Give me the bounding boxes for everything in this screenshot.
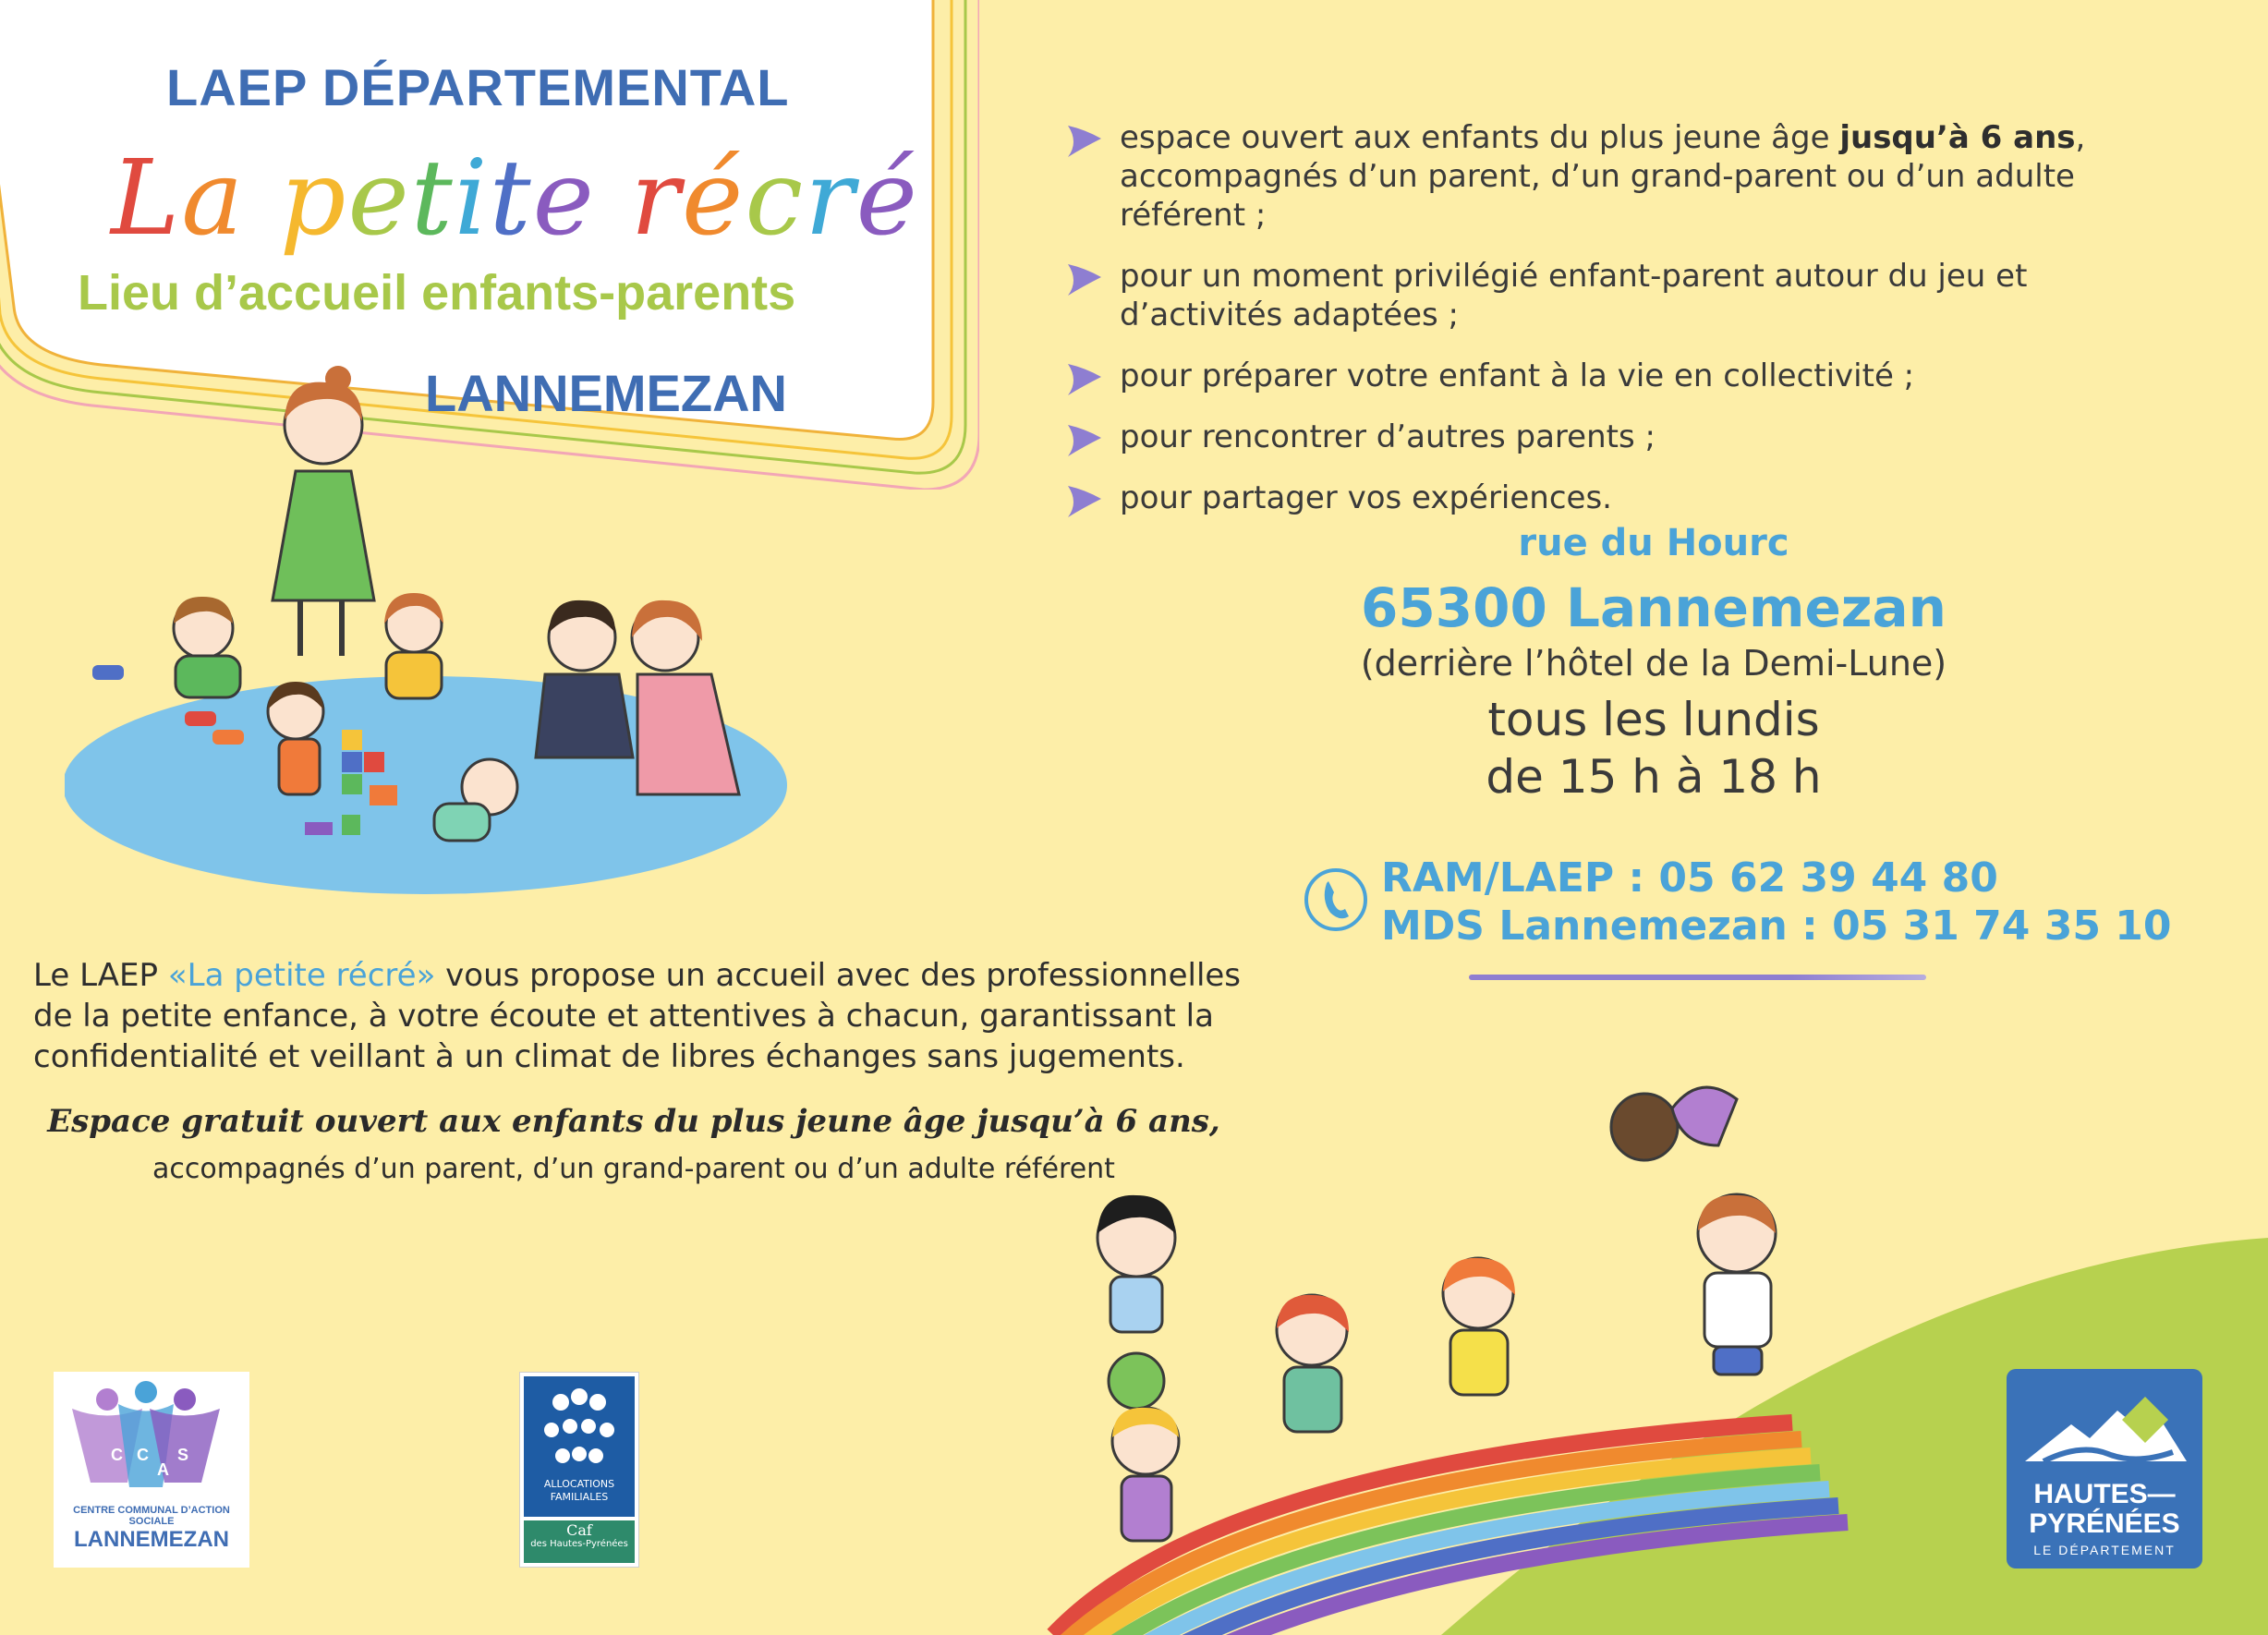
header-subtitle: Lieu d’accueil enfants-parents: [78, 265, 796, 321]
feature-item: [1062, 357, 2199, 395]
ccas-letter: A: [157, 1460, 169, 1479]
phone-icon: [1303, 866, 1369, 933]
title-letter: é: [682, 139, 746, 259]
feature-text: pour partager vos expériences.: [1120, 479, 1612, 516]
title-letter: a: [181, 139, 246, 259]
ccas-letter: S: [177, 1446, 189, 1464]
header-line1: LAEP DÉPARTEMENTAL: [166, 58, 790, 116]
feature-text: pour un moment privilégié enfant-parent autour du jeu et d’activités adaptées ;: [1120, 258, 2028, 333]
title-letter: [596, 139, 631, 259]
hp-name: [2007, 1480, 2202, 1539]
schedule-days: tous les lundis: [1487, 693, 1820, 746]
feature-text: espace ouvert aux enfants du plus jeune âge: [1120, 119, 1840, 156]
chevron-right-icon: [1062, 260, 1107, 297]
title-letter: t: [489, 139, 533, 259]
caf-bottom: [524, 1520, 635, 1563]
caf-name: Caf: [566, 1521, 592, 1539]
feature-item: [1062, 118, 2199, 235]
feature-list: [1062, 118, 2199, 539]
contact-ram-laep[interactable]: RAM/LAEP : 05 62 39 44 80: [1381, 854, 1998, 902]
intro-after: vous propose un accueil avec des professionnelles de la petite enfance, à votre écoute et attentives à chacun, garantissant la confidentialité et veillant à un climat de libres échanges sans jugements.: [33, 957, 1242, 1075]
title-letter: e: [532, 139, 596, 259]
intro-before: Le LAEP: [33, 957, 168, 994]
ccas-letter: C: [137, 1446, 149, 1464]
ccas-letter: C: [111, 1446, 123, 1464]
hp-name2: PYRÉNÉES: [2029, 1508, 2180, 1539]
address-landmark: (derrière l’hôtel de la Demi-Lune): [1360, 643, 1947, 684]
caf-family-icon: [524, 1376, 635, 1478]
main-title: [111, 139, 919, 259]
ccas-logo: [54, 1372, 249, 1568]
chevron-right-icon: [1062, 122, 1107, 159]
address-street: rue du Hourc: [1518, 522, 1789, 564]
feature-text: pour rencontrer d’autres parents ;: [1120, 418, 1656, 455]
title-letter: r: [805, 139, 856, 259]
title-letter: i: [454, 139, 490, 259]
title-letter: [245, 139, 280, 259]
feature-text: pour préparer votre enfant à la vie en collectivité ;: [1120, 357, 1915, 394]
title-letter: e: [347, 139, 411, 259]
chevron-right-icon: [1062, 421, 1107, 458]
chevron-right-icon: [1062, 482, 1107, 519]
title-letter: p: [279, 139, 348, 259]
caf-region: des Hautes-Pyrénées: [530, 1539, 628, 1549]
caf-logo: [519, 1372, 639, 1568]
address-zip-city: 65300 Lannemezan: [1361, 576, 1947, 639]
ccas-line1: CENTRE COMMUNAL D’ACTION SOCIALE: [73, 1505, 230, 1527]
title-letter: é: [855, 139, 919, 259]
feature-text-after: , accompagnés d’un parent, d’un grand-parent ou d’un adulte référent ;: [1120, 119, 2086, 234]
ccas-line2: LANNEMEZAN: [74, 1527, 229, 1552]
schedule-hours: de 15 h à 18 h: [1486, 750, 1822, 804]
feature-bold: jusqu’à 6 ans: [1839, 119, 2076, 156]
free-space-line: Espace gratuit ouvert aux enfants du plus jeune âge jusqu’à 6 ans,: [47, 1103, 1220, 1140]
family-play-illustration: [65, 360, 804, 914]
caf-alloc: ALLOCATIONS FAMILIALES: [524, 1478, 635, 1517]
feature-item: [1062, 478, 2199, 517]
hp-name1: HAUTES—: [2033, 1479, 2176, 1509]
mountain-icon: [2007, 1369, 2202, 1480]
accompanied-line: accompagnés d’un parent, d’un grand-parent ou d’un adulte référent: [152, 1153, 1115, 1185]
contact-mds[interactable]: MDS Lannemezan : 05 31 74 35 10: [1381, 902, 2172, 950]
divider: [1469, 975, 1926, 980]
title-letter: L: [111, 139, 182, 259]
title-letter: c: [745, 139, 806, 259]
chevron-right-icon: [1062, 360, 1107, 397]
hp-dep: LE DÉPARTEMENT: [2033, 1543, 2176, 1557]
ccas-figures-icon: [54, 1372, 249, 1501]
ccas-text: [54, 1505, 249, 1553]
intro-highlight: «La petite récré»: [167, 957, 436, 994]
feature-item: [1062, 418, 2199, 456]
title-letter: r: [630, 139, 683, 259]
header-city: LANNEMEZAN: [425, 364, 787, 422]
feature-item: [1062, 257, 2199, 334]
hautes-pyrenees-logo: [2007, 1369, 2202, 1568]
title-letter: t: [410, 139, 455, 259]
